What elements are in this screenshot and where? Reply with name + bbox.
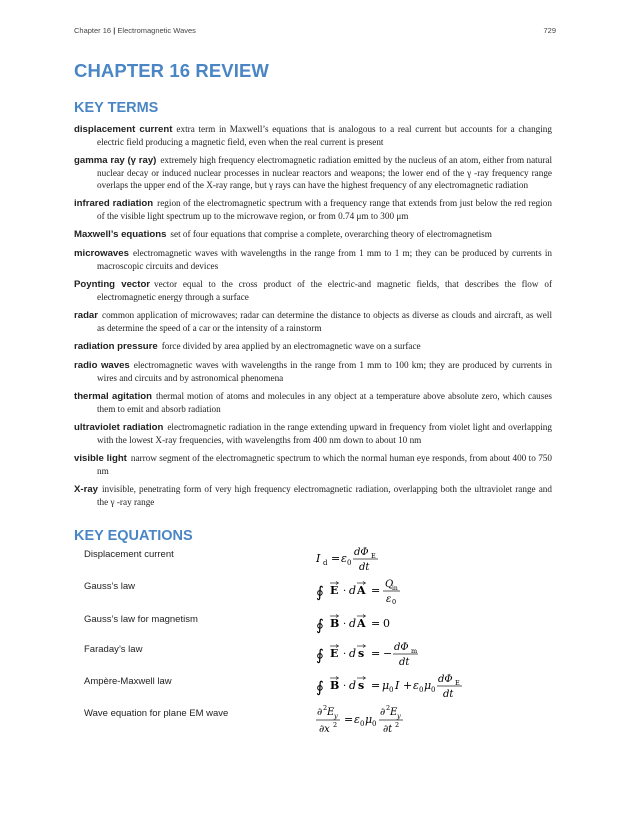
formula-symbol: dΦ: [394, 642, 409, 653]
formula-symbol: m: [411, 647, 418, 655]
term-definition: extremely high frequency electromagnetic radiation emitted by the nucleus of an atom, either from natural nuclear decay or induced nuclear processes in nuclear reactors and weapons; the lower end of the γ -ray frequency range overlaps the upper end of the X-ray range, but γ rays can have the highest frequency of any electromagnetic radiation: [97, 155, 552, 191]
ampere-maxwell-formula: [316, 672, 516, 702]
term-name: X-ray: [74, 483, 98, 495]
formula-symbol: ∂: [317, 707, 323, 718]
formula-symbol: ·: [343, 586, 347, 597]
gauss-law-formula: [316, 577, 516, 607]
formula-symbol: ∮: [316, 678, 324, 696]
formula-symbol: y: [334, 712, 338, 720]
term-entry: [74, 452, 552, 477]
formula-symbol: =: [371, 584, 381, 597]
formula-symbol: in: [392, 585, 398, 592]
formula-symbol: dt: [399, 657, 410, 668]
term-definition: extra term in Maxwell’s equations that is analogous to a real current but accounts for a changing electric field producing a magnetic field, even when the real current is present: [97, 124, 552, 148]
formula-symbol: ∮: [316, 646, 324, 664]
formula-symbol: 2: [395, 721, 400, 729]
term-entry: [74, 197, 552, 222]
formula-symbol: E: [390, 707, 398, 718]
term-entry: [74, 123, 552, 148]
formula-symbol: E: [371, 552, 376, 560]
term-entry: [74, 278, 552, 303]
formula-symbol: ∂t: [383, 724, 393, 735]
term-definition: electromagnetic waves with wavelengths in the range from 1 mm to 100 km; they are produced by currents in wires and circuits and by astronomical phenomena: [97, 359, 552, 383]
formula-symbol: 0: [389, 686, 394, 694]
formula-symbol: ε: [413, 679, 419, 692]
formula-symbol: A: [357, 584, 366, 597]
formula-symbol: μ: [365, 713, 373, 726]
formula-symbol: ∂x: [319, 724, 330, 735]
formula-symbol: E: [330, 584, 339, 597]
formula-symbol: d: [349, 617, 357, 630]
term-name: infrared radiation: [74, 198, 154, 210]
formula-symbol: 0: [431, 686, 436, 694]
formula-symbol: ·: [343, 619, 347, 630]
term-definition: thermal motion of atoms and molecules in any object at a temperature above absolute zero, which causes them to emit and absorb radiation: [97, 390, 552, 414]
displacement-current-formula: [316, 545, 516, 575]
term-entry: [74, 340, 552, 353]
equation-label: Gauss’s law: [84, 581, 136, 592]
gauss-magnetism-formula: [316, 610, 516, 640]
running-header: [74, 26, 196, 35]
formula-symbol: 0: [383, 617, 390, 630]
key-terms-list: [74, 123, 552, 514]
term-definition: common application of microwaves; radar can determine the distance to objects as diverse as clouds and aircraft, as well as determine the speed of a car or the intensity of a rainstorm: [97, 310, 552, 334]
term-name: Poynting vector: [74, 279, 151, 290]
formula-symbol: 2: [323, 704, 328, 712]
formula-symbol: =: [371, 617, 381, 630]
formula-symbol: E: [330, 647, 339, 660]
header-separator: |: [113, 26, 116, 35]
formula-symbol: =: [371, 679, 381, 692]
key-equations-heading: KEY EQUATIONS: [74, 528, 193, 544]
term-entry: [74, 421, 552, 446]
formula-symbol: d: [349, 584, 357, 597]
term-entry: [74, 483, 552, 508]
term-entry: [74, 359, 552, 384]
formula-symbol: ·: [343, 649, 347, 660]
term-entry: [74, 309, 552, 334]
term-name: radio waves: [74, 359, 130, 371]
formula-symbol: =: [371, 647, 381, 660]
term-name: displacement current: [74, 124, 173, 135]
formula-symbol: ∂: [380, 707, 386, 718]
term-entry: [74, 228, 552, 241]
formula-symbol: ·: [343, 681, 347, 692]
formula-symbol: 2: [333, 721, 338, 729]
term-definition: region of the electromagnetic spectrum with a frequency range that extends from just below the red region of the visible light spectrum up to the microwave region, or from 0.74 μm to 300 μm: [97, 198, 552, 222]
formula-symbol: A: [357, 617, 366, 630]
formula-symbol: 0: [419, 686, 424, 694]
formula-symbol: E: [455, 679, 460, 687]
formula-symbol: ε: [341, 552, 347, 565]
formula-symbol: +: [403, 679, 413, 692]
term-name: Maxwell’s equations: [74, 229, 167, 241]
equation-label: Faraday’s law: [84, 644, 143, 655]
term-name: thermal agitation: [74, 390, 152, 402]
term-name: visible light: [74, 452, 127, 464]
term-definition: electromagnetic waves with wavelengths in the range from 1 mm to 1 m; they can be produced by currents in macroscopic circuits and devices: [97, 248, 552, 272]
formula-symbol: s: [358, 647, 365, 660]
term-name: radar: [74, 310, 98, 321]
formula-symbol: 0: [372, 720, 377, 728]
formula-symbol: μ: [382, 679, 390, 692]
formula-symbol: ∮: [316, 616, 324, 634]
formula-symbol: ∮: [316, 583, 324, 601]
term-definition: narrow segment of the electromagnetic spectrum to which the normal human eye responds, from about 400 to 750 nm: [97, 452, 552, 476]
formula-symbol: ε: [386, 594, 392, 605]
formula-symbol: d: [349, 679, 357, 692]
formula-symbol: 0: [392, 598, 397, 606]
formula-symbol: =: [344, 713, 354, 726]
page-number: 729: [543, 26, 556, 35]
formula-symbol: E: [327, 707, 335, 718]
formula-symbol: Q: [385, 579, 394, 590]
formula-symbol: d: [349, 647, 357, 660]
term-entry: [74, 154, 552, 192]
formula-symbol: μ: [424, 679, 432, 692]
term-entry: [74, 390, 552, 415]
term-name: gamma ray (γ ray): [74, 155, 157, 166]
key-terms-heading: KEY TERMS: [74, 100, 159, 116]
formula-symbol: 0: [360, 720, 365, 728]
term-definition: force divided by area applied by an electromagnetic wave on a surface: [161, 341, 421, 351]
term-definition: vector equal to the cross product of the electric-and magnetic fields, that describes the flow of electromagnetic energy through a surface: [97, 279, 553, 303]
formula-symbol: 0: [347, 559, 352, 567]
equation-label: Wave equation for plane EM wave: [84, 708, 229, 719]
term-definition: set of four equations that comprise a complete, overarching theory of electromagnetism: [170, 229, 492, 240]
formula-symbol: s: [358, 679, 365, 692]
formula-symbol: I: [395, 679, 400, 692]
equation-label: Displacement current: [84, 549, 174, 560]
faraday-law-formula: [316, 640, 516, 670]
formula-symbol: B: [330, 617, 340, 630]
formula-symbol: dΦ: [354, 547, 369, 558]
formula-symbol: =: [331, 552, 341, 565]
formula-symbol: 2: [386, 704, 391, 712]
formula-symbol: I: [316, 552, 321, 565]
term-definition: electromagnetic radiation in the range extending upward in frequency from violet light and overlapping with the lowest X-ray frequencies, with wavelengths from 400 nm down to about 10 nm: [97, 421, 552, 445]
equation-label: Gauss’s law for magnetism: [84, 614, 198, 625]
term-entry: [74, 247, 552, 272]
formula-symbol: dt: [359, 562, 370, 573]
formula-symbol: −: [383, 647, 393, 660]
header-chapter: Chapter 16: [74, 26, 112, 35]
equation-label: Ampère-Maxwell law: [84, 676, 172, 687]
formula-symbol: d: [323, 559, 328, 567]
term-name: radiation pressure: [74, 341, 158, 352]
wave-equation-formula: [316, 704, 516, 738]
header-title: Electromagnetic Waves: [117, 26, 196, 35]
chapter-title: CHAPTER 16 REVIEW: [74, 60, 269, 81]
term-name: ultraviolet radiation: [74, 421, 164, 433]
term-name: microwaves: [74, 248, 129, 259]
formula-symbol: dΦ: [438, 674, 453, 685]
formula-symbol: B: [330, 679, 340, 692]
formula-symbol: ε: [354, 713, 360, 726]
formula-symbol: y: [397, 712, 401, 720]
formula-symbol: dt: [443, 689, 454, 700]
term-definition: invisible, penetrating form of very high frequency electromagnetic radiation, overlapping both the ultraviolet range and the γ -ray range: [97, 483, 552, 507]
